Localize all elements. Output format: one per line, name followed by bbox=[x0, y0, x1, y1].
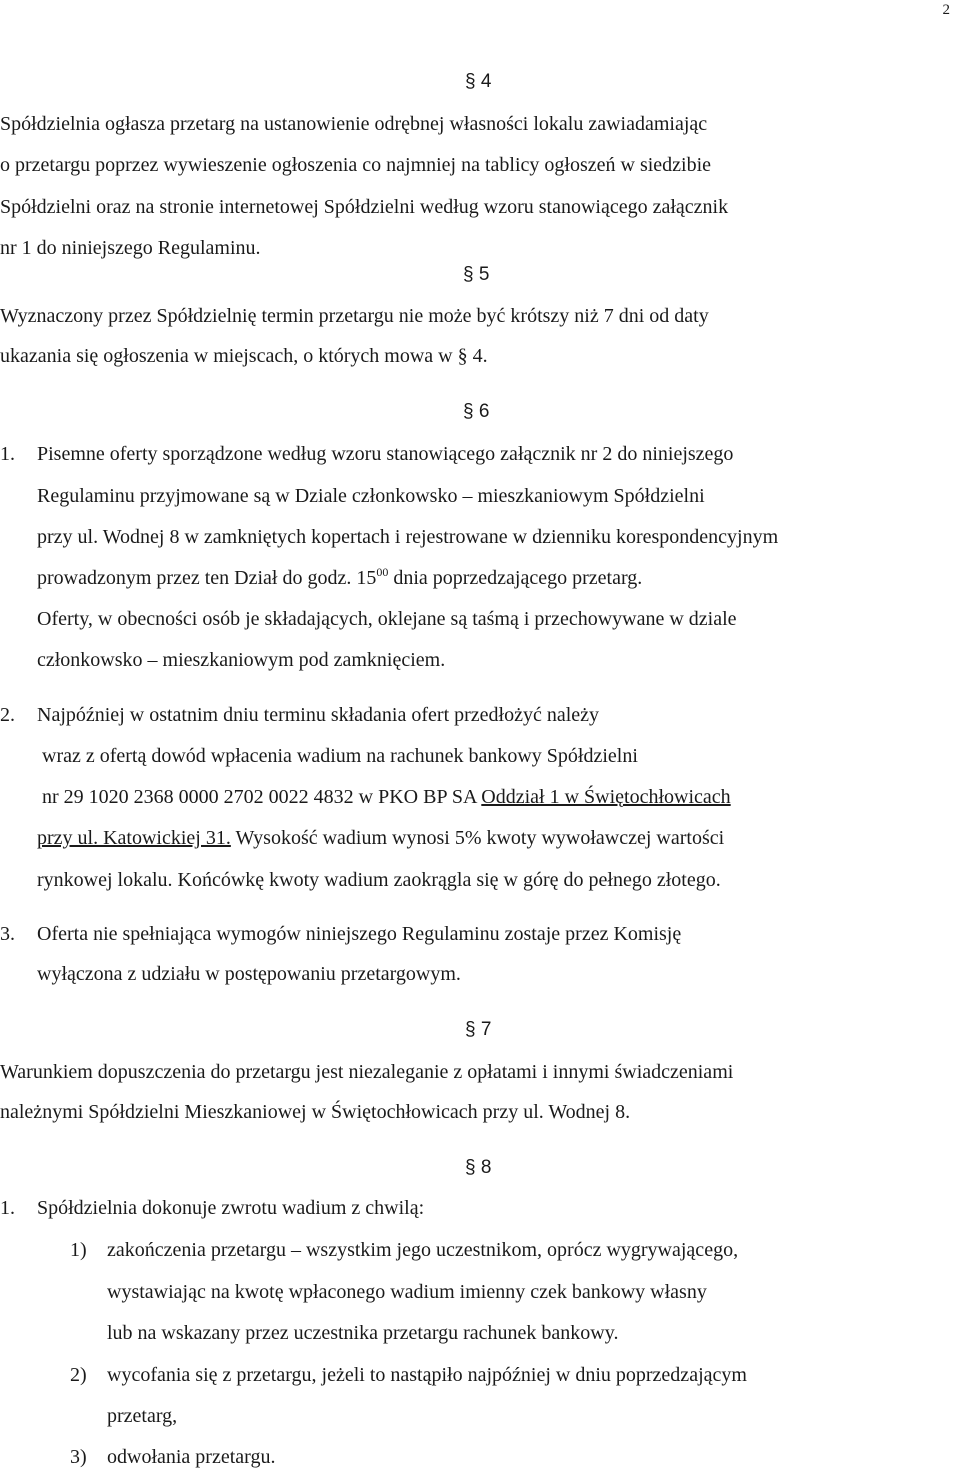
s6-p1-line-6: członkowsko – mieszkaniowym pod zamknięciem. bbox=[37, 649, 446, 671]
section-heading-7: § 7 bbox=[465, 1019, 492, 1040]
s8-item-2-line-1: wycofania się z przetargu, jeżeli to nastąpiło najpóźniej w dniu poprzedzającym bbox=[107, 1364, 747, 1386]
s5-line-2: ukazania się ogłoszenia w miejscach, o których mowa w § 4. bbox=[0, 345, 488, 367]
s4-line-4: nr 1 do niniejszego Regulaminu. bbox=[0, 237, 261, 259]
s6-p2-line-1: Najpóźniej w ostatnim dniu terminu składania ofert przedłożyć należy bbox=[37, 704, 600, 726]
s8-p1-text: Spółdzielnia dokonuje zwrotu wadium z chwilą: bbox=[37, 1197, 425, 1219]
section-heading-6: § 6 bbox=[463, 401, 490, 422]
s6-p2-line-3: nr 29 1020 2368 0000 2702 0022 4832 w PKO BP SA Oddział 1 w Świętochłowicach bbox=[42, 786, 731, 808]
s7-line-1: Warunkiem dopuszczenia do przetargu jest niezaleganie z opłatami i innymi świadczeniami bbox=[0, 1061, 734, 1083]
s4-line-3: Spółdzielni oraz na stronie internetowej Spółdzielni według wzoru stanowiącego załącznik bbox=[0, 196, 729, 218]
s6-p3-number: 3. bbox=[0, 923, 15, 945]
s6-p1-number: 1. bbox=[0, 443, 15, 465]
s4-line-2: o przetargu poprzez wywieszenie ogłoszenia co najmniej na tablicy ogłoszeń w siedzibie bbox=[0, 154, 712, 176]
s6-p1-line-4: prowadzonym przez ten Dział do godz. $15^{00}$ dnia poprzedzającego przetarg. bbox=[37, 565, 643, 589]
s8-item-2-number: 2) bbox=[70, 1364, 87, 1386]
s6-p1-line-3: przy ul. Wodnej 8 w zamkniętych kopertach i rejestrowane w dzienniku korespondencyjnym bbox=[37, 526, 779, 548]
s6-p2-line-4: przy ul. Katowickiej 31. Wysokość wadium wynosi 5% kwoty wywoławczej wartości bbox=[37, 827, 725, 849]
section-heading-8: § 8 bbox=[465, 1157, 492, 1178]
s6-p3-line-2: wyłączona z udziału w postępowaniu przetargowym. bbox=[37, 963, 461, 985]
s6-p2-number: 2. bbox=[0, 704, 15, 726]
s6-p2-line-5: rynkowej lokalu. Końcówkę kwoty wadium zaokrągla się w górę do pełnego złotego. bbox=[37, 869, 721, 891]
s8-item-3-line-1: odwołania przetargu. bbox=[107, 1446, 276, 1468]
s8-item-2-line-2: przetarg, bbox=[107, 1405, 178, 1427]
s6-p1-line-5: Oferty, w obecności osób je składających, oklejane są taśmą i przechowywane w dziale bbox=[37, 608, 737, 630]
s8-item-1-line-3: lub na wskazany przez uczestnika przetargu rachunek bankowy. bbox=[107, 1322, 619, 1344]
s4-line-1: Spółdzielnia ogłasza przetarg na ustanowienie odrębnej własności lokalu zawiadamiając bbox=[0, 113, 708, 135]
s8-item-1-line-1: zakończenia przetargu – wszystkim jego uczestnikom, oprócz wygrywającego, bbox=[107, 1239, 739, 1261]
s6-p2-line-2: wraz z ofertą dowód wpłacenia wadium na rachunek bankowy Spółdzielni bbox=[42, 745, 638, 767]
s6-p1-line-2: Regulaminu przyjmowane są w Dziale członkowsko – mieszkaniowym Spółdzielni bbox=[37, 485, 705, 507]
section-heading-4: § 4 bbox=[465, 71, 492, 92]
s8-item-3-number: 3) bbox=[70, 1446, 87, 1468]
s6-p1-line-1: Pisemne oferty sporządzone według wzoru stanowiącego załącznik nr 2 do niniejszego bbox=[37, 443, 734, 465]
page-number: 2 bbox=[942, 2, 950, 18]
s8-item-1-number: 1) bbox=[70, 1239, 87, 1261]
s6-p3-line-1: Oferta nie spełniająca wymogów niniejszego Regulaminu zostaje przez Komisję bbox=[37, 923, 682, 945]
section-heading-5: § 5 bbox=[463, 264, 490, 285]
s8-p1-number: 1. bbox=[0, 1197, 15, 1219]
s7-line-2: należnymi Spółdzielni Mieszkaniowej w Świętochłowicach przy ul. Wodnej 8. bbox=[0, 1101, 631, 1123]
s8-item-1-line-2: wystawiając na kwotę wpłaconego wadium imienny czek bankowy własny bbox=[107, 1281, 707, 1303]
s5-line-1: Wyznaczony przez Spółdzielnię termin przetargu nie może być krótszy niż 7 dni od daty bbox=[0, 305, 709, 327]
